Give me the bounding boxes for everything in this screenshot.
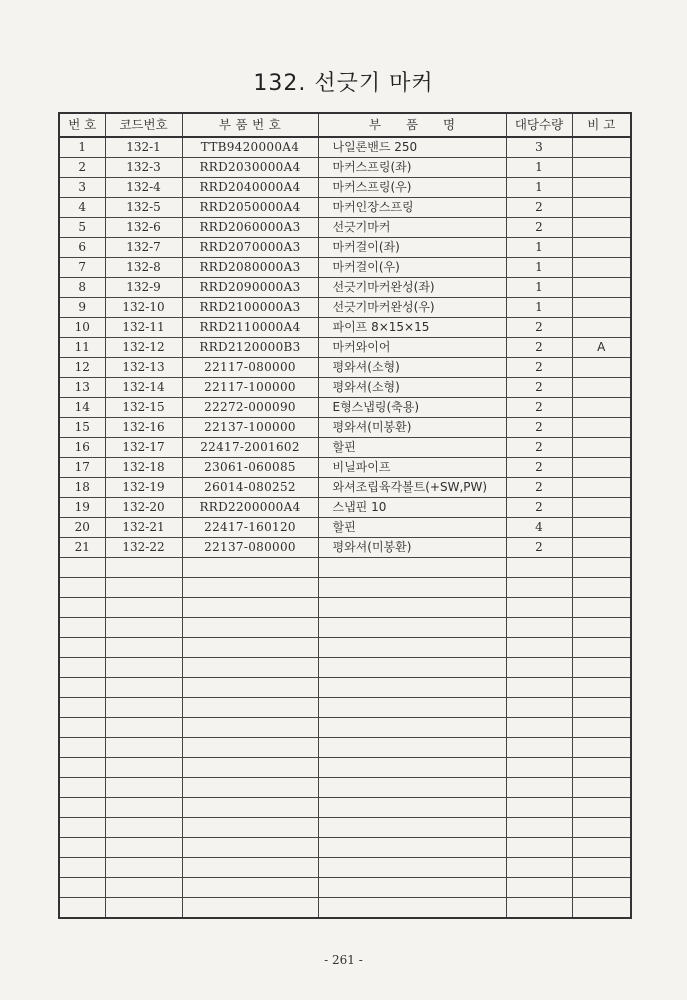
empty-cell [572,678,631,698]
cell-name: 비닐파이프 [318,458,506,478]
empty-cell [318,838,506,858]
cell-note [572,258,631,278]
empty-cell [59,858,105,878]
empty-cell [318,558,506,578]
cell-qty: 2 [506,538,572,558]
empty-cell [59,778,105,798]
cell-part-number: 22117-100000 [182,378,318,398]
empty-cell [506,678,572,698]
empty-table-row [59,858,631,878]
empty-cell [318,718,506,738]
cell-note [572,298,631,318]
header-no: 번 호 [59,113,105,137]
cell-qty: 2 [506,318,572,338]
cell-note [572,478,631,498]
empty-table-row [59,778,631,798]
cell-qty: 2 [506,458,572,478]
cell-part-number: RRD2070000A3 [182,238,318,258]
empty-cell [572,698,631,718]
empty-table-row [59,658,631,678]
cell-name: 선긋기마커완성(좌) [318,278,506,298]
cell-note [572,538,631,558]
cell-part-number: RRD2200000A4 [182,498,318,518]
empty-cell [506,618,572,638]
empty-cell [506,558,572,578]
cell-code: 132-11 [105,318,182,338]
empty-cell [318,738,506,758]
empty-cell [182,658,318,678]
table-row [59,238,631,258]
cell-no: 21 [59,538,105,558]
cell-no: 12 [59,358,105,378]
empty-cell [572,718,631,738]
cell-part-number: RRD2040000A4 [182,178,318,198]
empty-cell [572,818,631,838]
empty-cell [59,618,105,638]
table-row [59,318,631,338]
cell-code: 132-10 [105,298,182,318]
cell-code: 132-9 [105,278,182,298]
cell-note [572,218,631,238]
table-row [59,178,631,198]
cell-name: 할핀 [318,438,506,458]
empty-cell [59,558,105,578]
empty-cell [182,618,318,638]
cell-qty: 1 [506,178,572,198]
empty-cell [506,878,572,898]
empty-cell [59,838,105,858]
empty-cell [182,858,318,878]
empty-cell [105,878,182,898]
empty-cell [105,618,182,638]
cell-code: 132-8 [105,258,182,278]
table-row [59,158,631,178]
empty-cell [59,698,105,718]
empty-table-row [59,578,631,598]
table-row [59,458,631,478]
cell-part-number: 22417-160120 [182,518,318,538]
empty-cell [182,738,318,758]
cell-code: 132-4 [105,178,182,198]
empty-cell [506,658,572,678]
cell-code: 132-1 [105,137,182,158]
empty-cell [182,898,318,919]
cell-name: 마커스프링(우) [318,178,506,198]
cell-name: 스냅핀 10 [318,498,506,518]
cell-code: 132-22 [105,538,182,558]
cell-note [572,518,631,538]
empty-cell [182,878,318,898]
empty-cell [572,738,631,758]
empty-cell [506,598,572,618]
table-row [59,538,631,558]
empty-cell [105,678,182,698]
cell-name: 마커와이어 [318,338,506,358]
cell-no: 16 [59,438,105,458]
cell-part-number: RRD2110000A4 [182,318,318,338]
empty-cell [572,638,631,658]
cell-qty: 2 [506,438,572,458]
cell-no: 5 [59,218,105,238]
cell-note: A [572,338,631,358]
cell-qty: 1 [506,298,572,318]
empty-cell [182,578,318,598]
cell-no: 4 [59,198,105,218]
cell-qty: 1 [506,158,572,178]
empty-cell [59,818,105,838]
table-row [59,438,631,458]
header-note: 비 고 [572,113,631,137]
cell-note [572,318,631,338]
table-row [59,478,631,498]
parts-table [58,112,632,919]
empty-table-row [59,638,631,658]
empty-cell [318,618,506,638]
cell-code: 132-12 [105,338,182,358]
cell-part-number: RRD2100000A3 [182,298,318,318]
cell-no: 19 [59,498,105,518]
table-row [59,218,631,238]
cell-note [572,278,631,298]
empty-table-row [59,618,631,638]
cell-note [572,498,631,518]
cell-code: 132-13 [105,358,182,378]
empty-cell [318,638,506,658]
empty-table-row [59,718,631,738]
empty-cell [59,578,105,598]
cell-code: 132-7 [105,238,182,258]
cell-name: 파이프 8×15×15 [318,318,506,338]
empty-cell [506,818,572,838]
empty-cell [572,658,631,678]
cell-no: 20 [59,518,105,538]
cell-qty: 2 [506,198,572,218]
empty-cell [105,838,182,858]
cell-name: 선긋기마커 [318,218,506,238]
cell-name: E형스냅링(축용) [318,398,506,418]
cell-part-number: 22137-080000 [182,538,318,558]
empty-cell [506,698,572,718]
cell-note [572,458,631,478]
empty-cell [59,658,105,678]
empty-table-row [59,898,631,919]
empty-cell [318,578,506,598]
cell-no: 6 [59,238,105,258]
empty-cell [105,598,182,618]
empty-cell [318,818,506,838]
cell-part-number: 26014-080252 [182,478,318,498]
table-row [59,358,631,378]
table-row [59,137,631,158]
table-header-row [59,113,631,137]
cell-name: 평와셔(소형) [318,378,506,398]
cell-no: 14 [59,398,105,418]
empty-cell [105,818,182,838]
empty-cell [182,598,318,618]
header-part-number: 부 품 번 호 [182,113,318,137]
cell-no: 17 [59,458,105,478]
empty-cell [318,658,506,678]
cell-note [572,158,631,178]
empty-table-row [59,558,631,578]
empty-cell [572,758,631,778]
cell-no: 18 [59,478,105,498]
cell-qty: 2 [506,338,572,358]
empty-cell [59,718,105,738]
cell-code: 132-18 [105,458,182,478]
cell-qty: 2 [506,378,572,398]
empty-table-row [59,698,631,718]
cell-name: 나일론밴드 250 [318,137,506,158]
empty-cell [105,738,182,758]
cell-note [572,358,631,378]
empty-cell [506,798,572,818]
table-row [59,498,631,518]
cell-note [572,238,631,258]
table-row [59,378,631,398]
cell-code: 132-14 [105,378,182,398]
empty-cell [318,778,506,798]
cell-note [572,438,631,458]
cell-no: 3 [59,178,105,198]
table-row [59,278,631,298]
empty-cell [59,878,105,898]
empty-cell [105,558,182,578]
cell-no: 1 [59,137,105,158]
empty-cell [59,738,105,758]
empty-cell [105,638,182,658]
empty-table-row [59,758,631,778]
empty-cell [318,698,506,718]
empty-cell [59,758,105,778]
empty-table-row [59,598,631,618]
cell-name: 마커인장스프링 [318,198,506,218]
empty-cell [182,638,318,658]
cell-name: 평와셔(미봉환) [318,538,506,558]
empty-cell [182,778,318,798]
cell-note [572,198,631,218]
table-row [59,298,631,318]
empty-cell [105,698,182,718]
cell-name: 평와셔(미봉환) [318,418,506,438]
empty-cell [182,698,318,718]
cell-code: 132-21 [105,518,182,538]
cell-note [572,398,631,418]
cell-no: 11 [59,338,105,358]
parts-table-body [59,137,631,918]
empty-cell [182,818,318,838]
cell-qty: 2 [506,218,572,238]
cell-part-number: RRD2060000A3 [182,218,318,238]
cell-code: 132-20 [105,498,182,518]
cell-no: 7 [59,258,105,278]
empty-cell [105,718,182,738]
cell-code: 132-16 [105,418,182,438]
empty-table-row [59,678,631,698]
cell-qty: 2 [506,358,572,378]
cell-no: 2 [59,158,105,178]
empty-cell [506,738,572,758]
empty-cell [572,858,631,878]
cell-name: 선긋기마커완성(우) [318,298,506,318]
empty-cell [59,678,105,698]
empty-cell [506,898,572,919]
header-code: 코드번호 [105,113,182,137]
cell-part-number: RRD2030000A4 [182,158,318,178]
cell-no: 9 [59,298,105,318]
empty-cell [59,798,105,818]
empty-cell [318,798,506,818]
empty-cell [572,898,631,919]
empty-cell [59,598,105,618]
empty-cell [318,898,506,919]
cell-qty: 1 [506,258,572,278]
empty-cell [506,578,572,598]
table-row [59,398,631,418]
page-number: - 261 - [324,953,363,967]
cell-code: 132-19 [105,478,182,498]
cell-name: 마커스프링(좌) [318,158,506,178]
empty-cell [506,778,572,798]
cell-qty: 2 [506,478,572,498]
empty-cell [105,578,182,598]
empty-cell [572,778,631,798]
table-row [59,198,631,218]
empty-cell [182,678,318,698]
cell-qty: 1 [506,238,572,258]
empty-cell [105,858,182,878]
cell-name: 마커걸이(좌) [318,238,506,258]
empty-cell [572,618,631,638]
empty-table-row [59,738,631,758]
cell-no: 13 [59,378,105,398]
header-name: 부 품 명 [318,113,506,137]
empty-cell [506,838,572,858]
cell-note [572,418,631,438]
cell-name: 마커걸이(우) [318,258,506,278]
cell-no: 8 [59,278,105,298]
cell-note [572,378,631,398]
empty-table-row [59,798,631,818]
empty-cell [182,798,318,818]
table-row [59,258,631,278]
cell-qty: 2 [506,418,572,438]
cell-qty: 3 [506,137,572,158]
cell-part-number: 23061-060085 [182,458,318,478]
empty-cell [59,638,105,658]
empty-cell [105,658,182,678]
empty-cell [506,758,572,778]
table-row [59,338,631,358]
cell-qty: 1 [506,278,572,298]
empty-cell [182,558,318,578]
cell-part-number: 22417-2001602 [182,438,318,458]
cell-name: 평와셔(소형) [318,358,506,378]
empty-table-row [59,878,631,898]
empty-cell [506,638,572,658]
empty-cell [506,858,572,878]
empty-cell [182,838,318,858]
cell-name: 와셔조립육각볼트(+SW,PW) [318,478,506,498]
empty-table-row [59,838,631,858]
empty-cell [182,758,318,778]
cell-part-number: RRD2090000A3 [182,278,318,298]
cell-qty: 2 [506,498,572,518]
cell-qty: 2 [506,398,572,418]
cell-part-number: TTB9420000A4 [182,137,318,158]
table-row [59,418,631,438]
cell-part-number: 22117-080000 [182,358,318,378]
cell-no: 15 [59,418,105,438]
cell-no: 10 [59,318,105,338]
empty-cell [105,778,182,798]
empty-cell [572,598,631,618]
empty-cell [572,558,631,578]
header-qty: 대당수량 [506,113,572,137]
cell-code: 132-17 [105,438,182,458]
cell-code: 132-15 [105,398,182,418]
empty-cell [318,878,506,898]
page-title: 132. 선긋기 마커 [253,71,434,96]
empty-cell [59,898,105,919]
table-row [59,518,631,538]
empty-cell [572,878,631,898]
empty-cell [572,798,631,818]
cell-code: 132-5 [105,198,182,218]
empty-cell [318,858,506,878]
empty-table-row [59,818,631,838]
empty-cell [105,798,182,818]
cell-code: 132-6 [105,218,182,238]
empty-cell [105,898,182,919]
cell-name: 할핀 [318,518,506,538]
empty-cell [318,678,506,698]
cell-part-number: 22272-000090 [182,398,318,418]
empty-cell [182,718,318,738]
empty-cell [318,758,506,778]
cell-qty: 4 [506,518,572,538]
empty-cell [572,838,631,858]
cell-part-number: RRD2120000B3 [182,338,318,358]
empty-cell [506,718,572,738]
empty-cell [105,758,182,778]
cell-part-number: RRD2080000A3 [182,258,318,278]
empty-cell [572,578,631,598]
cell-code: 132-3 [105,158,182,178]
empty-cell [318,598,506,618]
cell-part-number: RRD2050000A4 [182,198,318,218]
cell-part-number: 22137-100000 [182,418,318,438]
cell-note [572,178,631,198]
cell-note [572,137,631,158]
